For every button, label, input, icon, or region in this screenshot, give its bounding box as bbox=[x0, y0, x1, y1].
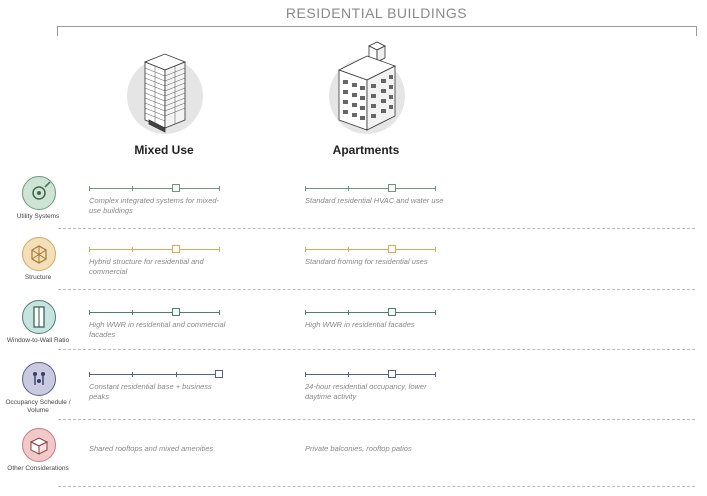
scale-marker bbox=[215, 370, 223, 378]
row-divider bbox=[58, 349, 695, 350]
scale-tick bbox=[348, 186, 349, 191]
scale-marker bbox=[172, 308, 180, 316]
scale-line bbox=[89, 249, 220, 250]
apartments-description: High WWR in residential facades bbox=[305, 320, 415, 329]
mixed-description: Hybrid structure for residential and commercial bbox=[89, 257, 204, 276]
scale-marker bbox=[388, 370, 396, 378]
scale-tick bbox=[89, 186, 90, 191]
scale-tick bbox=[219, 186, 220, 191]
utility-systems-icon bbox=[22, 176, 56, 210]
scale-tick bbox=[132, 372, 133, 377]
mixed-description: High WWR in residential and commercial facades bbox=[89, 320, 226, 339]
scale-line bbox=[305, 312, 436, 313]
row-divider bbox=[58, 486, 695, 487]
occupancy-icon bbox=[22, 362, 56, 396]
scale-tick bbox=[305, 310, 306, 315]
scale-tick bbox=[435, 186, 436, 191]
apartments-building-illustration bbox=[329, 40, 419, 135]
scale-marker bbox=[172, 184, 180, 192]
scale-marker bbox=[388, 184, 396, 192]
row-divider bbox=[58, 228, 695, 229]
scale-tick bbox=[132, 247, 133, 252]
criteria-row bbox=[0, 233, 707, 289]
scale-marker bbox=[388, 308, 396, 316]
header-title: RESIDENTIAL BUILDINGS bbox=[285, 5, 468, 21]
category-label: Utility Systems bbox=[16, 213, 60, 220]
scale-line bbox=[305, 188, 436, 189]
scale-line bbox=[89, 188, 220, 189]
scale-marker bbox=[172, 245, 180, 253]
scale-tick bbox=[435, 372, 436, 377]
scale-tick bbox=[176, 372, 177, 377]
scale-tick bbox=[219, 310, 220, 315]
mixed-description: Shared rooftops and mixed amenities bbox=[89, 444, 214, 453]
scale-marker bbox=[388, 245, 396, 253]
structure-icon bbox=[22, 237, 56, 271]
apartments-description: Standard residential HVAC and water use bbox=[305, 196, 444, 205]
category-label: Window-to-Wall Ratio bbox=[6, 337, 70, 344]
scale-tick bbox=[348, 310, 349, 315]
scale-tick bbox=[435, 247, 436, 252]
apartments-description: Private balconies, rooftop patios bbox=[305, 444, 412, 453]
scale-tick bbox=[89, 372, 90, 377]
mixed-rating-scale bbox=[89, 184, 220, 193]
scale-line bbox=[305, 374, 436, 375]
column-title-apartments: Apartments bbox=[332, 143, 400, 157]
criteria-row bbox=[0, 424, 707, 486]
scale-tick bbox=[219, 247, 220, 252]
header-bracket bbox=[57, 26, 697, 36]
mixed-use-building-illustration bbox=[127, 40, 217, 135]
category-label: Other Considerations bbox=[7, 465, 69, 472]
mixed-rating-scale bbox=[89, 370, 220, 379]
scale-tick bbox=[132, 310, 133, 315]
scale-tick bbox=[348, 247, 349, 252]
mixed-description: Complex integrated systems for mixed-use buildings bbox=[89, 196, 220, 215]
category-label: Occupancy Schedule / Volume bbox=[5, 399, 71, 414]
scale-tick bbox=[305, 372, 306, 377]
window-icon bbox=[22, 300, 56, 334]
scale-tick bbox=[89, 247, 90, 252]
apartments-rating-scale bbox=[305, 370, 436, 379]
box-icon bbox=[22, 428, 56, 462]
scale-tick bbox=[305, 247, 306, 252]
apartments-rating-scale bbox=[305, 245, 436, 254]
apartments-rating-scale bbox=[305, 308, 436, 317]
criteria-row bbox=[0, 172, 707, 228]
scale-tick bbox=[348, 372, 349, 377]
row-divider bbox=[58, 419, 695, 420]
scale-tick bbox=[305, 186, 306, 191]
criteria-row bbox=[0, 296, 707, 349]
tower-icon bbox=[127, 40, 207, 135]
row-divider bbox=[58, 289, 695, 290]
mixed-description: Constant residential base + business peaks bbox=[89, 382, 212, 401]
scale-line bbox=[305, 249, 436, 250]
scale-tick bbox=[89, 310, 90, 315]
criteria-row bbox=[0, 358, 707, 419]
scale-line bbox=[89, 374, 220, 375]
category-label: Structure bbox=[24, 274, 52, 281]
scale-line bbox=[89, 312, 220, 313]
apartments-description: Standard froming for residential uses bbox=[305, 257, 428, 266]
scale-tick bbox=[132, 186, 133, 191]
mixed-rating-scale bbox=[89, 308, 220, 317]
scale-tick bbox=[435, 310, 436, 315]
apartments-rating-scale bbox=[305, 184, 436, 193]
mixed-rating-scale bbox=[89, 245, 220, 254]
apartments-description: 24-hour residential occupancy, lower daytime activity bbox=[305, 382, 427, 401]
column-title-mixed-use: Mixed Use bbox=[134, 143, 194, 157]
apartment-icon bbox=[329, 40, 409, 135]
